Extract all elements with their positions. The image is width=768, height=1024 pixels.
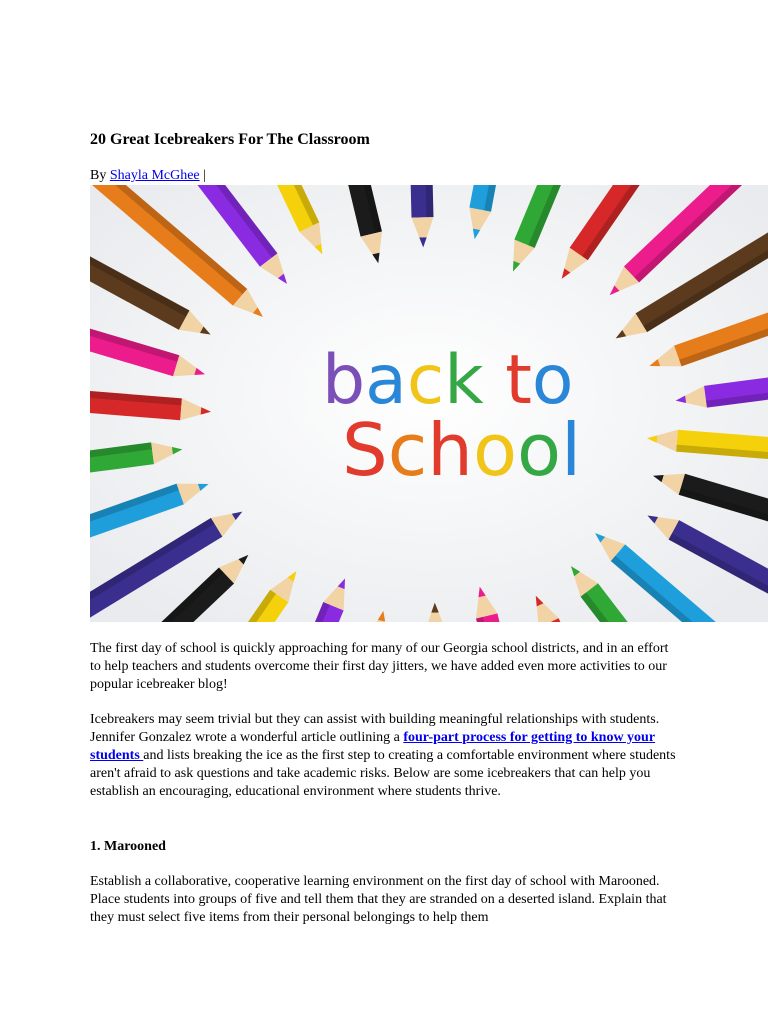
- hero-image: [90, 185, 768, 622]
- paragraph2-text-before: Icebreakers may seem trivial but they can assist with building meaningful relationships with students. Jennifer Gonzalez wrote a wonderful article outlining a: [90, 712, 660, 745]
- section-heading-marooned: 1. Marooned: [90, 839, 166, 854]
- colored-pencils-illustration: [90, 185, 768, 622]
- four-part-process-link[interactable]: four-part process for getting to know your students: [90, 730, 656, 763]
- context-paragraph: [90, 711, 680, 801]
- byline-suffix: |: [199, 168, 206, 183]
- hero-text-line2: School: [342, 408, 582, 492]
- intro-paragraph: The first day of school is quickly approaching for many of our Georgia school districts, and in an effort to help teachers and students overcome their first day jitters, we have added even more activities to our popular icebreaker blog!: [90, 641, 669, 692]
- marooned-paragraph: Establish a collaborative, cooperative learning environment on the first day of school with Marooned. Place students into groups of five and tell them that they are stranded on a deserted island. Explain that they must select five items from their personal belongings to help them: [90, 874, 667, 925]
- author-link[interactable]: Shayla McGhee: [109, 168, 200, 183]
- byline-prefix: By: [90, 168, 107, 183]
- hero-text-line1: back to: [322, 341, 574, 420]
- byline: [90, 167, 206, 185]
- paragraph2-text-after: and lists breaking the ice as the first step to creating a comfortable environment where students aren't afraid to ask questions and take academic risks. Below are some icebreakers that can help you establish an encouraging, educational environment where students thrive.: [90, 748, 676, 799]
- article-title: 20 Great Icebreakers For The Classroom: [90, 131, 370, 148]
